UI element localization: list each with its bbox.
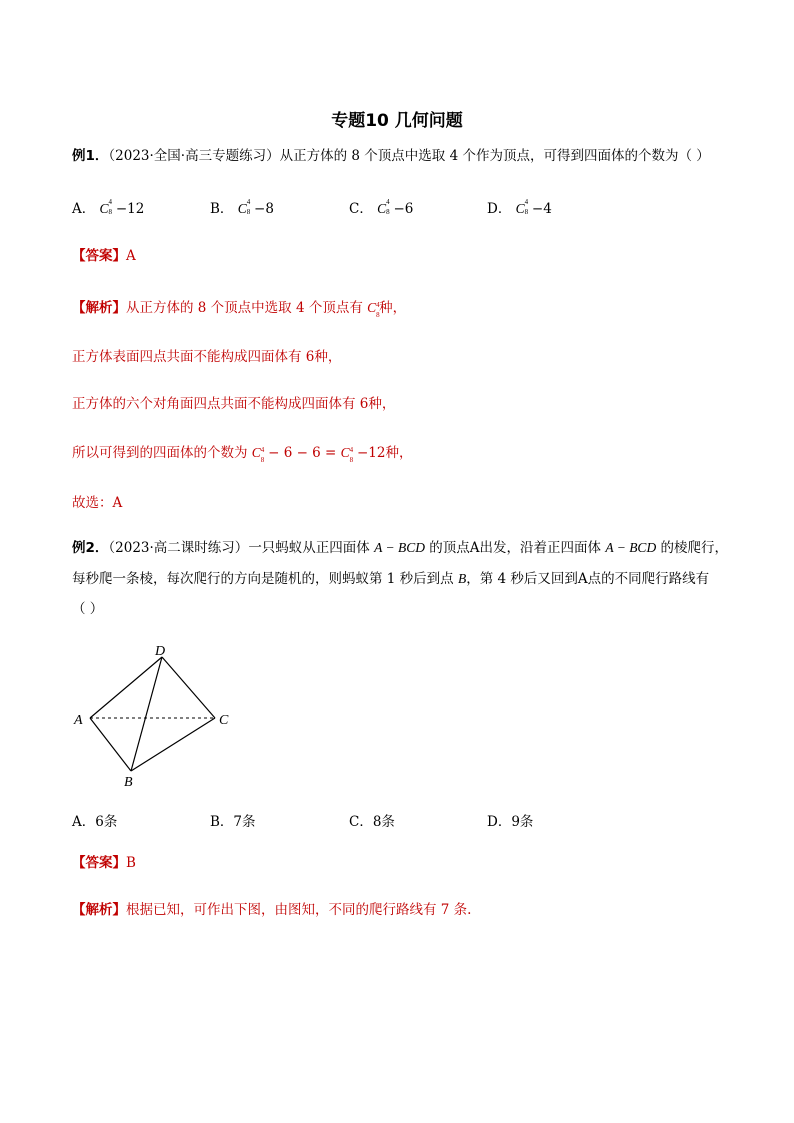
page-title: 专题10 几何问题 (331, 111, 463, 131)
option-letter: A． (72, 201, 96, 217)
example-2-answer (72, 853, 136, 873)
tetrahedron-figure (66, 638, 246, 790)
question-text: 的棱爬行， (660, 540, 728, 556)
analysis-text: −12种， (356, 445, 413, 461)
example-2-option-a (72, 810, 117, 830)
example-1-option-c (349, 197, 413, 217)
answer-value: A (126, 248, 136, 264)
analysis-tag: 【解析】 (72, 300, 126, 316)
combination-symbol: C 4 8 (377, 198, 390, 216)
example-1-choose (72, 493, 122, 513)
edge-ad (90, 657, 162, 718)
example-2-question-line-3: （ ） (72, 601, 104, 617)
analysis-text: 所以可得到的四面体的个数为 (72, 445, 248, 461)
combination-symbol: C 4 8 (99, 198, 113, 216)
option-letter: A． (72, 814, 96, 830)
vertex-label-a: A (74, 713, 83, 728)
analysis-text: 从正方体的 8 个顶点中选取 4 个顶点有 (126, 300, 363, 316)
question-text: 每秒爬一条棱，每次爬行的方向是随机的，则蚂蚁第 1 秒后到点 (72, 571, 454, 587)
option-letter: C． (349, 814, 373, 830)
option-letter: B． (210, 814, 234, 830)
edge-ab (90, 718, 131, 771)
option-letter: D． (487, 814, 512, 830)
point-label: B (457, 571, 467, 586)
option-text: 7条 (233, 814, 256, 830)
choose-label: 故选： (72, 495, 113, 511)
question-text: 一只蚂蚁从正四面体 (248, 540, 370, 556)
option-letter: C． (349, 201, 373, 217)
combination-symbol: C 4 8 (515, 198, 529, 216)
combination-symbol: C 4 8 (340, 445, 354, 464)
example-1-source: （2023·全国·高三专题练习） (108, 148, 280, 164)
example-1-option-b (210, 197, 274, 217)
analysis-text: 根据已知，可作出下图，由图知，不同的爬行路线有 7 条. (126, 902, 472, 918)
choose-value: A (112, 495, 123, 511)
example-2-label: 例2． (72, 540, 109, 556)
edge-dc (162, 657, 215, 718)
example-2-question-line-2 (72, 569, 709, 589)
example-1-analysis-line-1 (72, 298, 406, 318)
option-expr: −12 (115, 201, 145, 217)
combination-symbol: C 4 8 (367, 300, 380, 319)
example-2-option-d (487, 810, 533, 830)
option-expr: −8 (254, 201, 274, 217)
option-letter: D． (487, 201, 512, 217)
question-text: 的顶点A出发，沿着正四面体 (429, 540, 602, 556)
analysis-text: − 6 − 6 = (268, 445, 337, 461)
example-1-label: 例1． (72, 148, 109, 164)
answer-tag: 【答案】 (72, 248, 126, 264)
combination-symbol: C 4 8 (237, 198, 251, 216)
option-text: 9条 (511, 814, 534, 830)
answer-value: B (126, 855, 136, 871)
vertex-label-c: C (219, 713, 229, 728)
example-1-text: 从正方体的 8 个顶点中选取 4 个作为顶点，可得到四面体的个数为（ ） (279, 148, 710, 164)
question-text: ，第 4 秒后又回到A点的不同爬行路线有 (466, 571, 710, 587)
answer-tag: 【答案】 (72, 855, 126, 871)
option-letter: B． (210, 201, 234, 217)
tetrahedron-name: A − BCD (374, 540, 425, 555)
analysis-tag: 【解析】 (72, 902, 126, 918)
example-2-option-c (349, 810, 395, 830)
example-1-option-d (487, 197, 552, 217)
example-2-source: （2023·高二课时练习） (108, 540, 249, 556)
option-expr: −6 (393, 201, 414, 217)
vertex-label-b: B (124, 775, 133, 790)
example-2-option-b (210, 810, 256, 830)
example-1-analysis-line-4 (72, 443, 412, 463)
vertex-label-d: D (155, 644, 166, 659)
example-1-question (72, 146, 710, 166)
option-expr: −4 (531, 201, 552, 217)
example-1-analysis-line-2: 正方体表面四点共面不能构成四面体有 6种， (72, 349, 342, 365)
option-text: 6条 (95, 814, 118, 830)
example-1-option-a (72, 197, 144, 217)
example-2-question-line-1 (72, 538, 728, 558)
example-2-analysis (72, 900, 471, 920)
example-1-analysis-line-3: 正方体的六个对角面四点共面不能构成四面体有 6种， (72, 396, 396, 412)
example-1-answer (72, 246, 136, 266)
option-text: 8条 (372, 814, 395, 830)
combination-symbol: C 4 8 (251, 445, 265, 464)
tetrahedron-name: A − BCD (605, 540, 657, 555)
analysis-text: 种， (379, 300, 407, 316)
